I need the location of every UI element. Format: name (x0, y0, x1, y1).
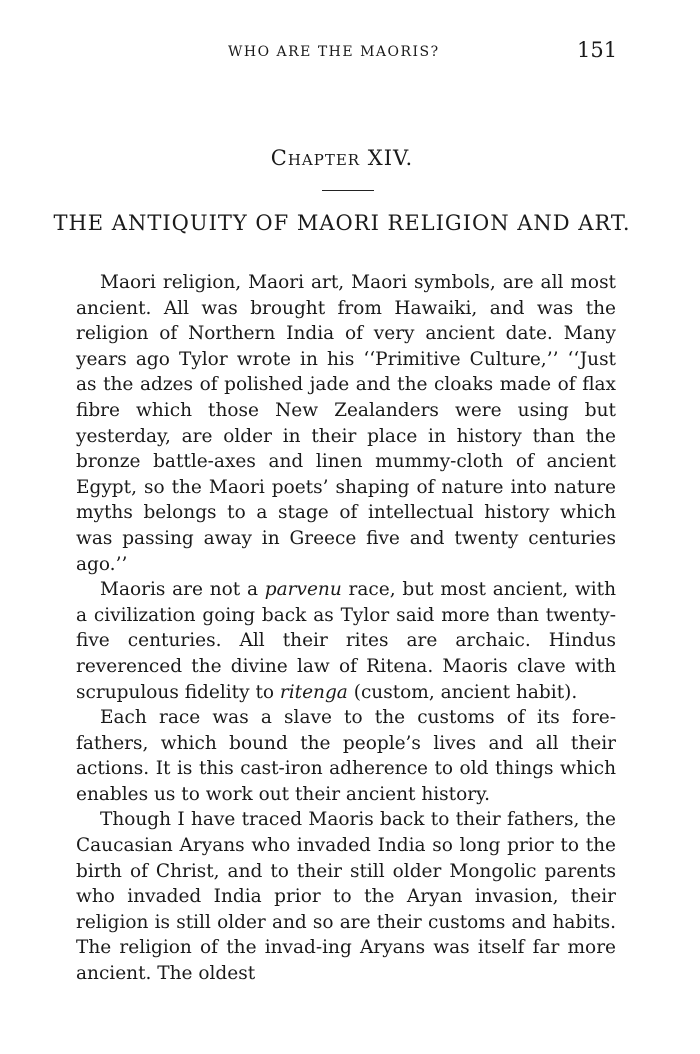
paragraph-text: Maoris are not a (100, 579, 265, 601)
chapter-title: THE ANTIQUITY OF MAORI RELIGION AND ART. (53, 211, 631, 235)
chapter-label: Chapter XIV. (270, 146, 414, 170)
paragraph (76, 807, 616, 986)
chapter-divider (322, 190, 374, 191)
page-number: 151 (577, 38, 618, 62)
body-text (76, 270, 616, 987)
paragraph-text: Though I have traced Maoris back to their fathers, the Caucasian Aryans who invaded India so long prior to the birth of Christ, and to their still older Mongolic parents who invaded India prior to the Aryan invasion, their religion is still older and so are their customs and habits. The religion of the invad-ing Aryans was itself far more ancient. The oldest (76, 809, 616, 985)
paragraph (76, 705, 616, 807)
paragraph (76, 270, 616, 577)
paragraph (76, 577, 616, 705)
paragraph-text: Maori religion, Maori art, Maori symbols, are all most ancient. All was brought from Hawaiki, and was the religion of Northern India of very ancient date. Many years ago Tylor wrote in his ‘‘Primitive Culture,’’ ‘‘Just as the adzes of polished jade and the cloaks made of flax fibre which those New Zealanders were using but yesterday, are older in their place in history than the bronze battle-axes and linen mummy-cloth of ancient Egypt, so the Maori poets’ shaping of nature into nature myths belongs to a stage of intellectual history which was passing away in Greece five and twenty centuries ago.’’ (76, 272, 616, 575)
italic-term-parvenu: parvenu (264, 579, 342, 601)
paragraph-text: (custom, ancient habit). (347, 681, 578, 703)
paragraph-text: Each race was a slave to the customs of its fore-fathers, which bound the people’s lives and all their actions. It is this cast-iron adherence to old things which enables us to work out their ancient history. (76, 707, 616, 805)
paragraph-text: race, but most ancient, with a civilization going back as Tylor said more than twenty-five centuries. All their rites are archaic. Hindus reverenced the divine law of Ritena. Maoris clave with scrupulous fidelity to (76, 579, 616, 703)
italic-term-ritenga: ritenga (279, 681, 348, 703)
running-head: WHO ARE THE MAORIS? (228, 44, 440, 60)
